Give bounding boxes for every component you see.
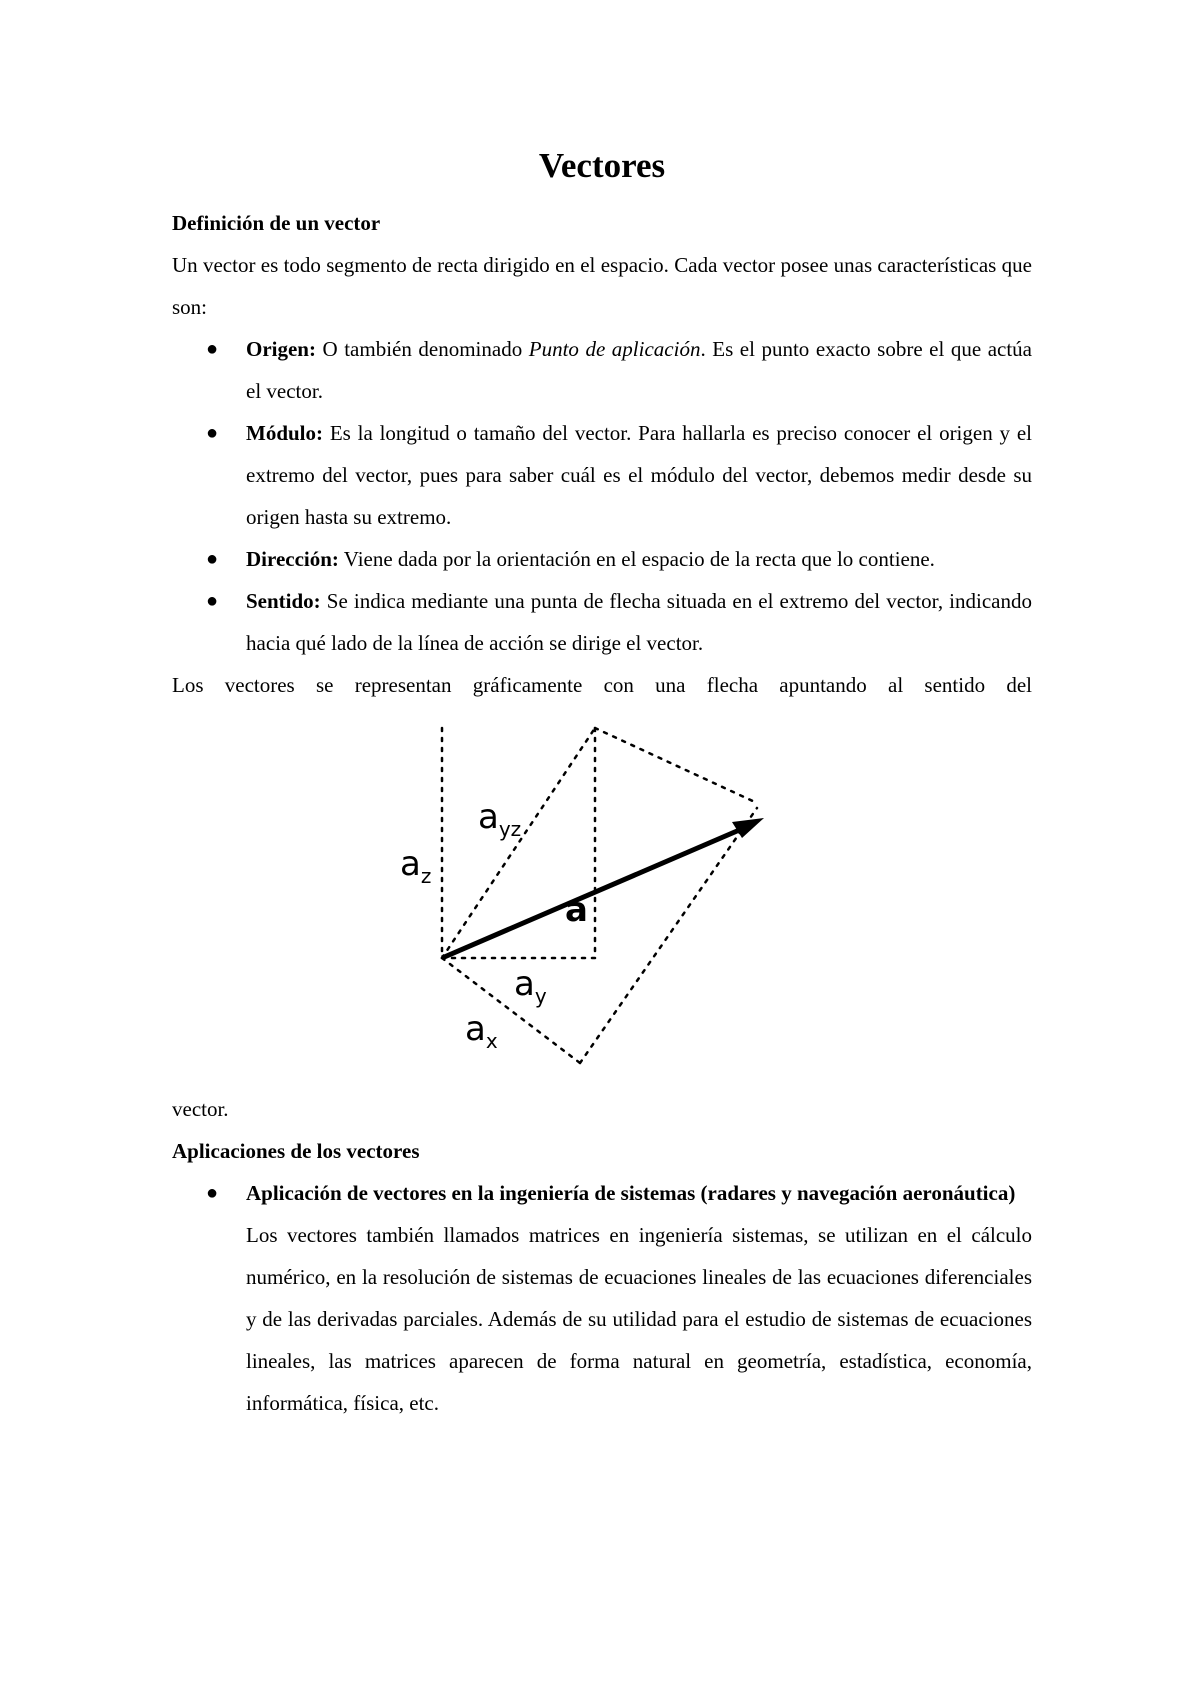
arrowhead-icon <box>732 818 764 838</box>
label-az: $a_z$ <box>400 844 432 888</box>
definition-intro: Un vector es todo segmento de recta dirigido en el espacio. Cada vector posee unas características que son: <box>172 253 1032 319</box>
top-edge-dotted-line <box>595 728 757 803</box>
list-item-application <box>172 1172 1032 1424</box>
bullet-icon: ● <box>206 338 219 360</box>
application-text: Los vectores también llamados matrices en ingeniería sistemas, se utilizan en el cálculo numérico, en la resolución de sistemas de ecuaciones lineales de las ecuaciones diferenciales y de las derivadas parciales. Además de su utilidad para el estudio de sistemas de ecuaciones lineales, las matrices aparecen de forma natural en geometría, estadística, economía, informática, física, etc. <box>246 1223 1032 1415</box>
bullet-icon: ● <box>206 548 219 570</box>
vector-diagram-svg <box>172 708 1032 1088</box>
item-label: Sentido: <box>246 589 321 613</box>
bullet-icon: ● <box>206 1182 219 1204</box>
bullet-icon: ● <box>206 590 219 612</box>
item-text: O también denominado <box>315 337 529 361</box>
list-item-sentido <box>172 580 1032 664</box>
page-title: Vectores <box>538 146 666 185</box>
item-text: . Es el punto exacto sobre el que actúa el vector. <box>246 337 1033 403</box>
list-item-modulo <box>172 412 1032 538</box>
section-heading-applications: Aplicaciones de los vectores <box>172 1139 420 1163</box>
item-label: Módulo: <box>246 421 324 445</box>
item-text: Se indica mediante una punta de flecha situada en el extremo del vector, indicando hacia qué lado de la línea de acción se dirige el vector. <box>246 589 1032 655</box>
representation-text: Los vectores se representan gráficamente con una flecha apuntando al sentido del <box>172 673 1032 697</box>
item-italic: Punto de aplicación <box>528 337 701 361</box>
document-content <box>172 140 1032 1424</box>
list-item-origen <box>172 328 1032 412</box>
applications-list <box>172 1172 1032 1424</box>
application-heading: Aplicación de vectores en la ingeniería de sistemas (radares y navegación aeronáutica) <box>246 1181 1016 1205</box>
vector-a-arrow-shaft <box>442 828 744 958</box>
label-a: a <box>565 890 588 930</box>
label-ayz: $a_{yz}$ <box>478 797 522 841</box>
bullet-icon: ● <box>206 422 219 444</box>
label-ax: $a_x$ <box>465 1009 498 1053</box>
item-text: Viene dada por la orientación en el espacio de la recta que lo contiene. <box>338 547 935 571</box>
list-item-direccion <box>172 538 1032 580</box>
right-edge-dotted-line <box>580 808 757 1063</box>
ax-dotted-line <box>442 958 580 1063</box>
item-label: Origen: <box>246 337 316 361</box>
label-ay: $a_y$ <box>514 964 547 1008</box>
section-heading-definition: Definición de un vector <box>172 211 381 235</box>
characteristics-list <box>172 328 1032 664</box>
item-label: Dirección: <box>246 547 339 571</box>
item-text: Es la longitud o tamaño del vector. Para hallarla es preciso conocer el origen y el extremo del vector, pues para saber cuál es el módulo del vector, debemos medir desde su origen hasta su extremo. <box>246 421 1032 529</box>
representation-text-end: vector. <box>172 1097 229 1121</box>
vector-diagram <box>172 708 1032 1088</box>
